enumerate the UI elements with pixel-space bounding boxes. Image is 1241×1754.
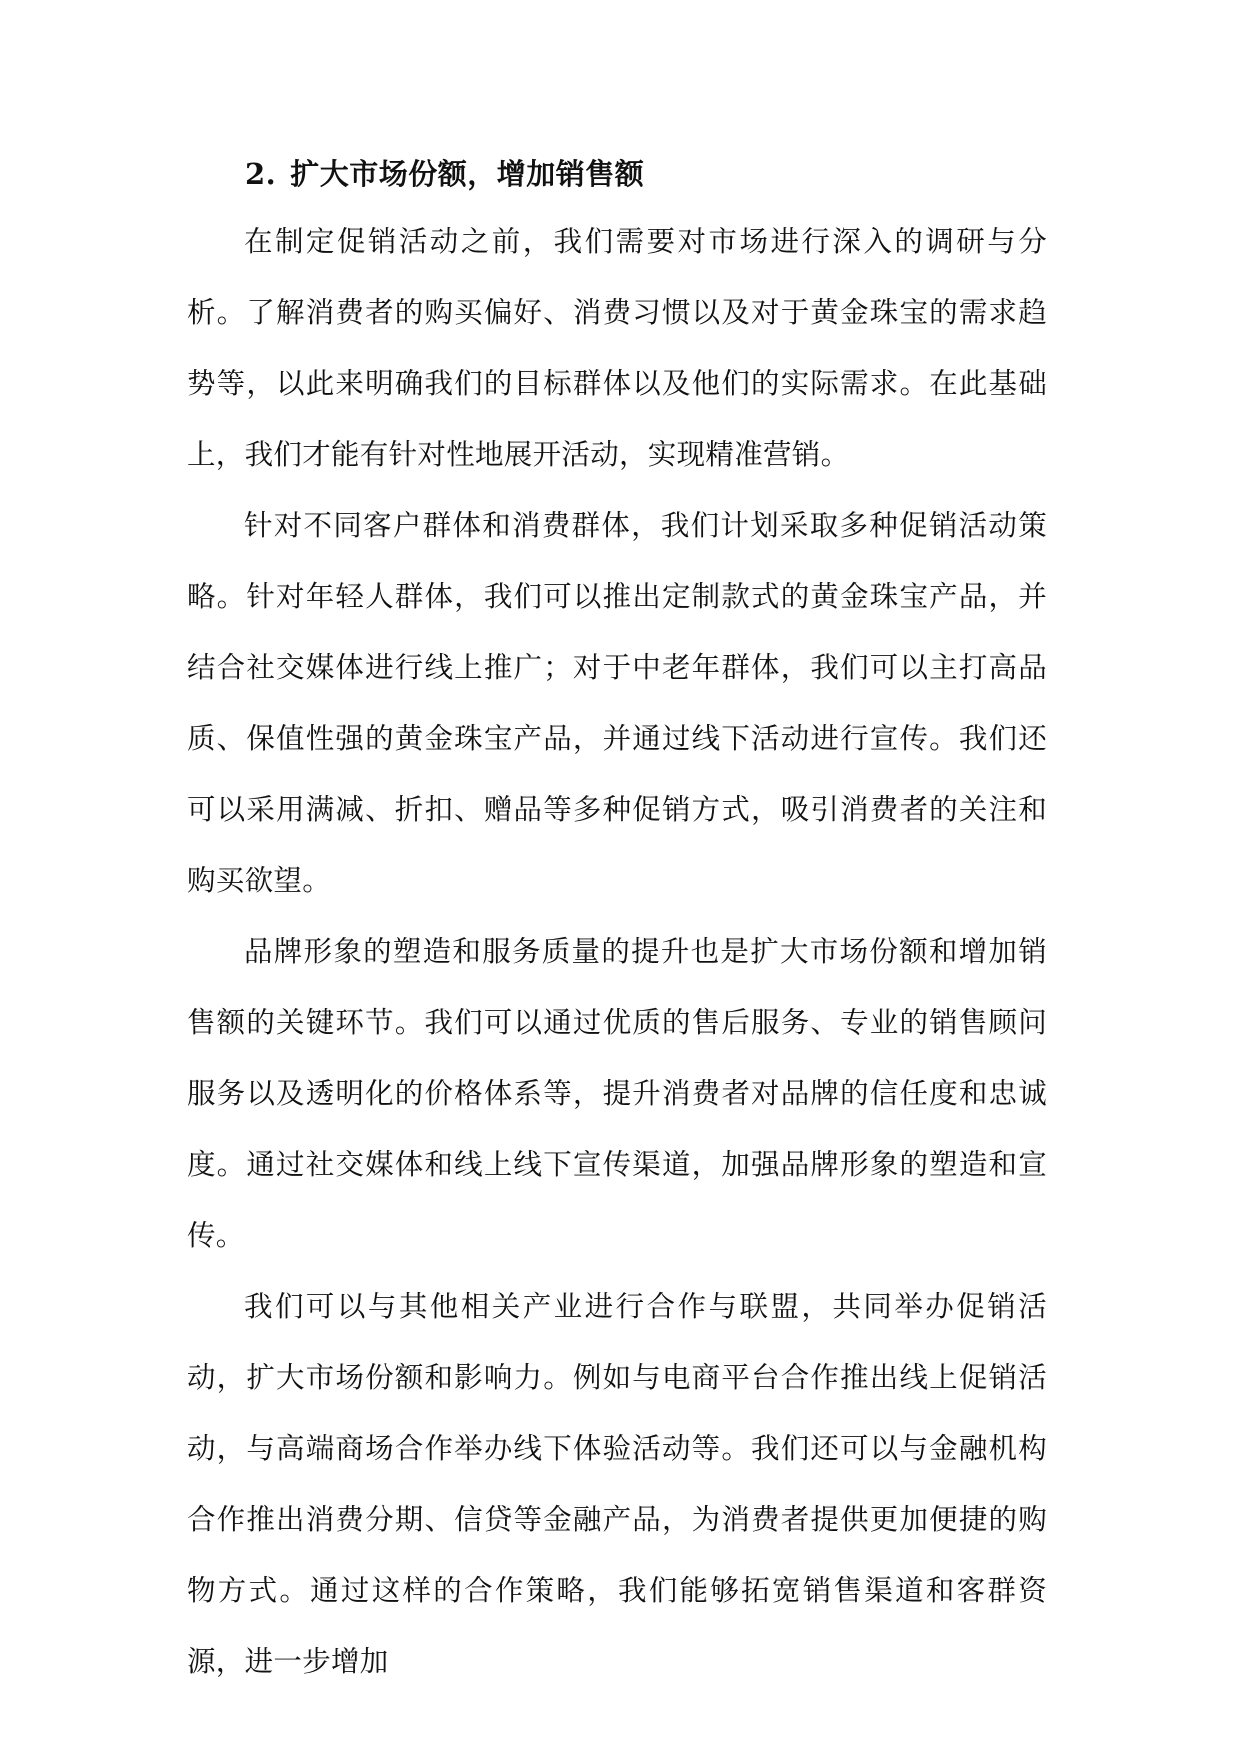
section-heading xyxy=(187,142,1047,206)
document-body xyxy=(187,142,1047,1697)
section-number: 2. xyxy=(245,157,277,191)
paragraph-market-research: 在制定促销活动之前，我们需要对市场进行深入的调研与分析。了解消费者的购买偏好、消费习惯以及对于黄金珠宝的需求趋势等，以此来明确我们的目标群体以及他们的实际需求。在此基础上，我们才能有针对性地展开活动，实现精准营销。 xyxy=(187,225,1047,471)
paragraph-promotion-strategy: 针对不同客户群体和消费群体，我们计划采取多种促销活动策略。针对年轻人群体，我们可以推出定制款式的黄金珠宝产品，并结合社交媒体进行线上推广；对于中老年群体，我们可以主打高品质、保值性强的黄金珠宝产品，并通过线下活动进行宣传。我们还可以采用满减、折扣、赠品等多种促销方式，吸引消费者的关注和购买欲望。 xyxy=(187,509,1047,897)
paragraph-cooperation: 我们可以与其他相关产业进行合作与联盟，共同举办促销活动，扩大市场份额和影响力。例如与电商平台合作推出线上促销活动，与高端商场合作举办线下体验活动等。我们还可以与金融机构合作推出消费分期、信贷等金融产品，为消费者提供更加便捷的购物方式。通过这样的合作策略，我们能够拓宽销售渠道和客群资源，进一步增加 xyxy=(187,1290,1047,1678)
paragraph-brand-image: 品牌形象的塑造和服务质量的提升也是扩大市场份额和增加销售额的关键环节。我们可以通过优质的售后服务、专业的销售顾问服务以及透明化的价格体系等，提升消费者对品牌的信任度和忠诚度。通过社交媒体和线上线下宣传渠道，加强品牌形象的塑造和宣传。 xyxy=(187,935,1047,1252)
section-title: 扩大市场份额，增加销售额 xyxy=(290,157,645,191)
